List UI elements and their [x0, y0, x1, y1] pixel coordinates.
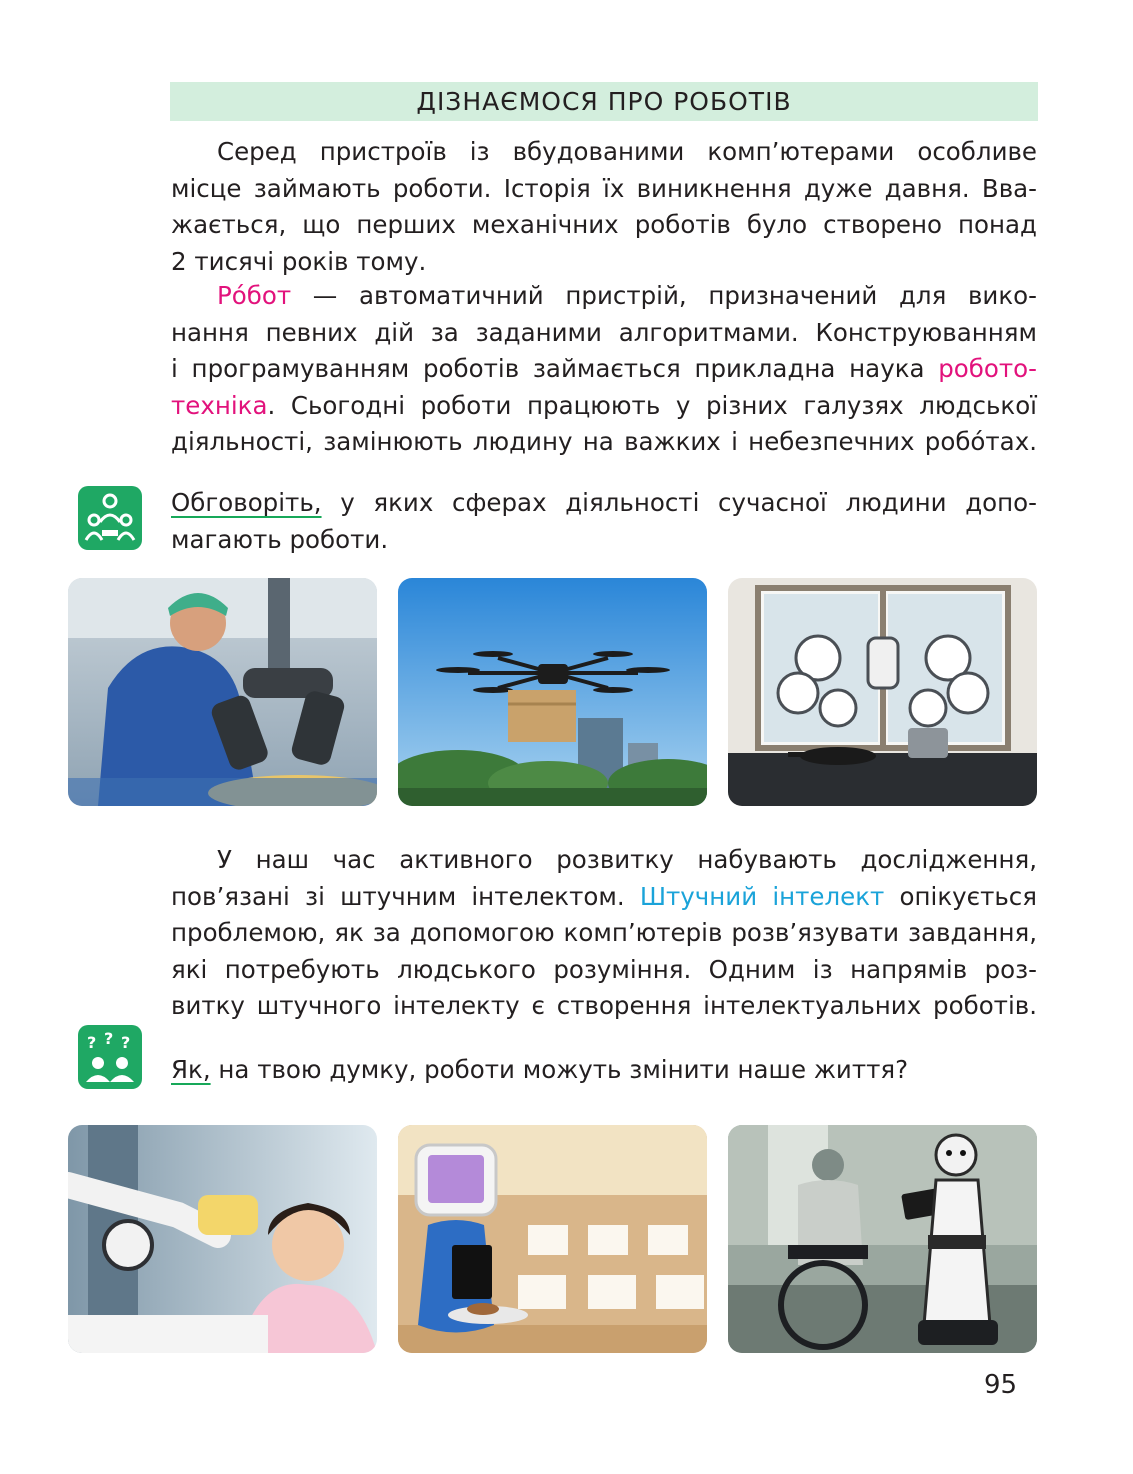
term-robotics-cont: техніка	[171, 390, 268, 420]
photo-restaurant-robot	[398, 1125, 707, 1353]
photo-care-robot	[728, 1125, 1037, 1353]
svg-text:?: ?	[104, 1030, 114, 1048]
term-robot: Рóбот	[217, 281, 292, 310]
term-robotics: робото-	[938, 354, 1037, 383]
photo-kitchen-robot	[728, 578, 1037, 806]
question-prompt: Як, на твою думку, роботи можуть змінити наше життя?	[171, 1055, 909, 1084]
think-question-icon	[78, 1025, 142, 1089]
svg-text:?: ?	[121, 1033, 131, 1052]
svg-text:?: ?	[87, 1033, 97, 1052]
discussion-prompt: Обговоріть, у яких сферах діяльності сучасної людини допо- магають роботи.	[171, 488, 1037, 554]
section-header	[170, 82, 1038, 121]
section-title: ДІЗНАЄМОСЯ ПРО РОБОТІВ	[416, 87, 792, 116]
photo-delivery-drone	[398, 578, 707, 806]
paragraph-history: Серед пристроїв із вбудованими комп’ютерами особливе місце займають роботи. Історія їх виникнення дуже давня. Вва- жається, що перших механічних роботів було створено понад 2 тисячі років тому.	[171, 137, 1037, 276]
discussion-keyword: Обговоріть,	[171, 488, 322, 517]
page-number: 95	[984, 1370, 1018, 1400]
photo-surgical-robot	[68, 578, 377, 806]
photo-robot-arm-child	[68, 1125, 377, 1353]
group-discussion-icon	[78, 486, 142, 550]
paragraph-definition: Рóбот — автоматичний пристрій, призначений для вико- нання певних дій за заданими алгоритмами. Конструюванням і програмуванням роботів займається прикладна наука робото- техніка. Сьогодні роботи працюють у різних галузях людської діяльності, замінюють людину на важких і небезпечних робóтах.	[171, 281, 1037, 456]
term-ai: Штучний інтелект	[639, 881, 885, 911]
question-keyword: Як,	[171, 1055, 211, 1084]
paragraph-ai: У наш час активного розвитку набувають дослідження, пов’язані зі штучним інтелектом. Штучний інтелект опікується проблемою, як за допомогою комп’ютерів розв’язувати завдання, які потребують людського розуміння. Одним із напрямів роз- витку штучного інтелекту є створення інтелектуальних роботів.	[171, 845, 1037, 1020]
